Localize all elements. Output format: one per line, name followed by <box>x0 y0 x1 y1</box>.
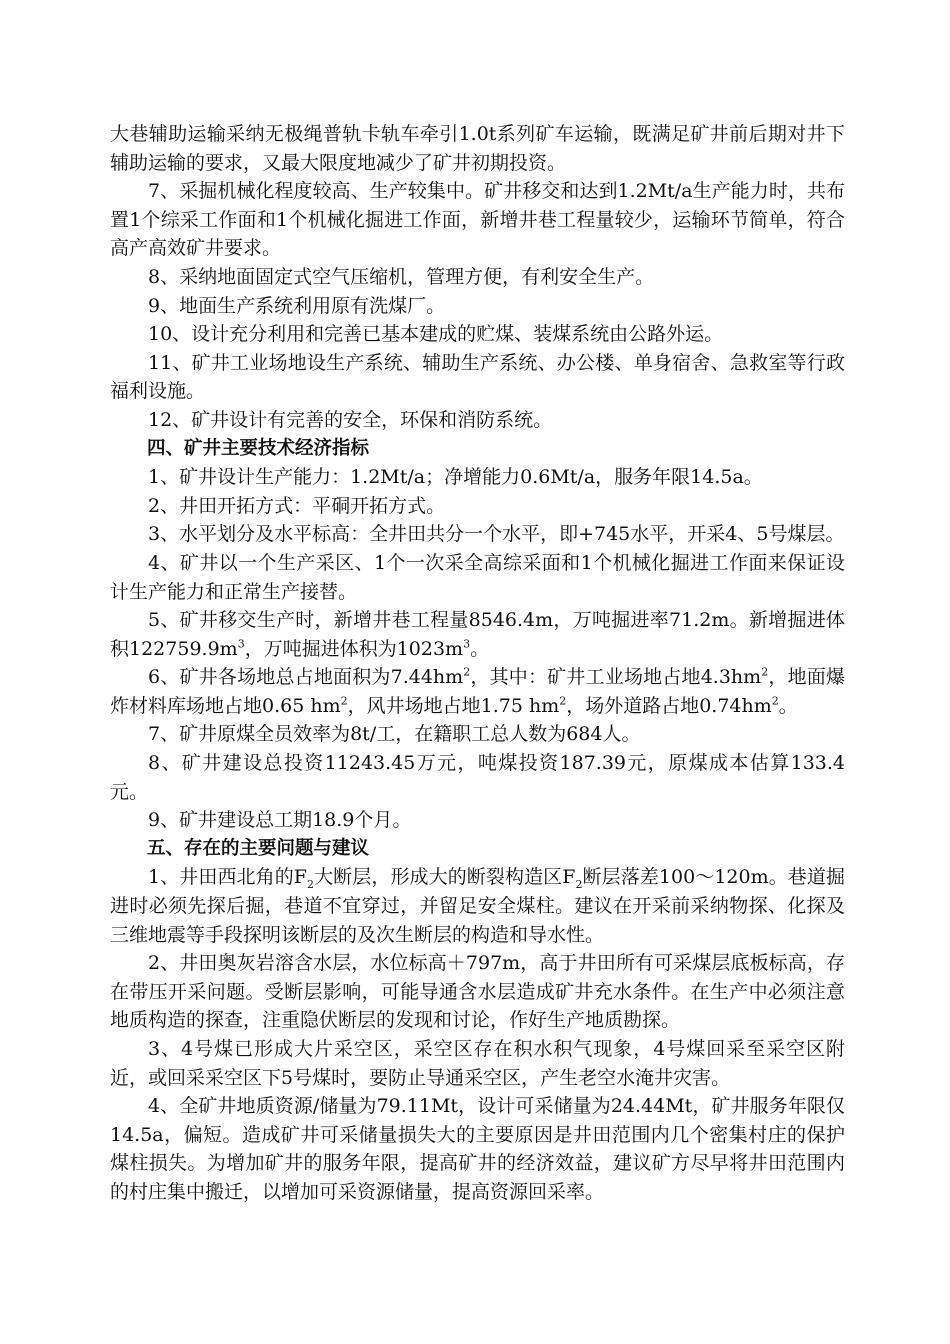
superscript: 2 <box>771 694 779 708</box>
text-run: 。 <box>470 637 490 660</box>
paragraph: 8、矿井建设总投资11243.45万元，吨煤投资187.39元，原煤成本估算133.4元。 <box>110 752 845 803</box>
text-run: 6、矿井各场地总占地面积为7.44hm <box>148 666 464 689</box>
paragraph <box>110 663 845 720</box>
superscript: 2 <box>559 694 567 708</box>
text-run: ，其中：矿井工业场地占地4.3hm <box>470 666 762 689</box>
paragraph: 2、井田开拓方式：平硐开拓方式。 <box>148 494 446 517</box>
paragraph: 4、全矿井地质资源/储量为79.11Mt，设计可采储量为24.44Mt，矿井服务年限仅14.5a，偏短。造成矿井可采储量损失大的主要原因是井田范围内几个密集村庄的保护煤柱损失。为增加矿井的服务年限，提高矿井的经济效益，建议矿方尽早将井田范围内的村庄集中搬迁，以增加可采资源储量，提高资源回采率。 <box>110 1095 845 1203</box>
paragraph: 10、设计充分利用和完善已基本建成的贮煤、装煤系统由公路外运。 <box>148 323 724 346</box>
paragraph: 11、矿井工业场地设生产系统、辅助生产系统、办公楼、单身宿舍、急救室等行政福利设施。 <box>110 351 845 403</box>
text-run: ，风井场地占地1.75 hm <box>347 694 560 717</box>
section-heading: 五、存在的主要问题与建议 <box>147 837 370 859</box>
superscript: 3 <box>463 637 471 651</box>
paragraph: 12、矿井设计有完善的安全，环保和消防系统。 <box>148 408 553 431</box>
subscript: 2 <box>575 878 583 892</box>
paragraph: 7、采掘机械化程度较高、生产较集中。矿井移交和达到1.2Mt/a生产能力时，共布置1个综采工作面和1个机械化掘进工作面，新增井巷工程量较少，运输环节简单，符合高产高效矿井要求。 <box>110 180 845 260</box>
paragraph: 9、地面生产系统利用原有洗煤厂。 <box>148 294 446 317</box>
superscript: 2 <box>340 694 348 708</box>
text-run: ，万吨掘进体积为1023m <box>244 637 464 660</box>
paragraph: 2、井田奥灰岩溶含水层，水位标高＋797m，高于井田所有可采煤层底板标高，存在带压开采问题。受断层影响，可能导通含水层造成矿井充水条件。在生产中必须注意地质构造的探查，注重隐伏断层的发现和讨论，作好生产地质勘探。 <box>110 952 845 1032</box>
text-run: ，场外道路占地0.74hm <box>566 694 772 717</box>
text-run: 。 <box>778 694 798 717</box>
paragraph: 7、矿井原煤全员效率为8t/工，在籍职工总人数为684人。 <box>148 723 641 746</box>
superscript: 2 <box>463 665 471 679</box>
superscript: 2 <box>761 665 769 679</box>
paragraph: 3、水平划分及水平标高：全井田共分一个水平，即+745水平，开采4、5号煤层。 <box>148 523 845 546</box>
paragraph: 8、采纳地面固定式空气压缩机，管理方便，有利安全生产。 <box>148 265 655 288</box>
paragraph: 3、4号煤已形成大片采空区，采空区存在积水积气现象，4号煤回采至采空区附近，或回采采空区下5号煤时，要防止导通采空区，产生老空水淹井灾害。 <box>110 1038 845 1089</box>
paragraph: 大巷辅助运输采纳无极绳普轨卡轨车牵引1.0t系列矿车运输，既满足矿井前后期对井下辅助运输的要求，又最大限度地减少了矿井初期投资。 <box>110 123 845 174</box>
text-run: 断层落差100～120m。巷道掘进时必须先探后掘，巷道不宜穿过，并留足安全煤柱。建议在开采前采纳物探、化探及三维地震等手段探明该断层的及次生断层的构造和导水性。 <box>110 866 845 946</box>
paragraph: 4、矿井以一个生产采区、1个一次采全高综采面和1个机械化掘进工作面来保证设计生产能力和正常生产接替。 <box>110 551 845 603</box>
section-heading: 四、矿井主要技术经济指标 <box>147 437 370 459</box>
paragraph: 1、矿井设计生产能力：1.2Mt/a；净增能力0.6Mt/a，服务年限14.5a。 <box>148 466 763 489</box>
text-run: 5、矿井移交生产时，新增井巷工程量8546.4m，万吨掘进率71.2m。新增掘进体积122759.9m <box>110 609 845 660</box>
paragraph <box>110 863 845 949</box>
paragraph: 9、矿井建设总工期18.9个月。 <box>148 809 412 832</box>
subscript: 2 <box>307 878 314 892</box>
superscript: 3 <box>237 637 245 651</box>
text-run: ，地面爆炸材料库场地占地0.65 hm <box>110 666 845 717</box>
text-run: 大断层，形成大的断裂构造区F <box>314 866 576 889</box>
paragraph <box>110 606 845 663</box>
text-run: 1、井田西北角的F <box>148 866 307 889</box>
document-page <box>110 120 845 1207</box>
